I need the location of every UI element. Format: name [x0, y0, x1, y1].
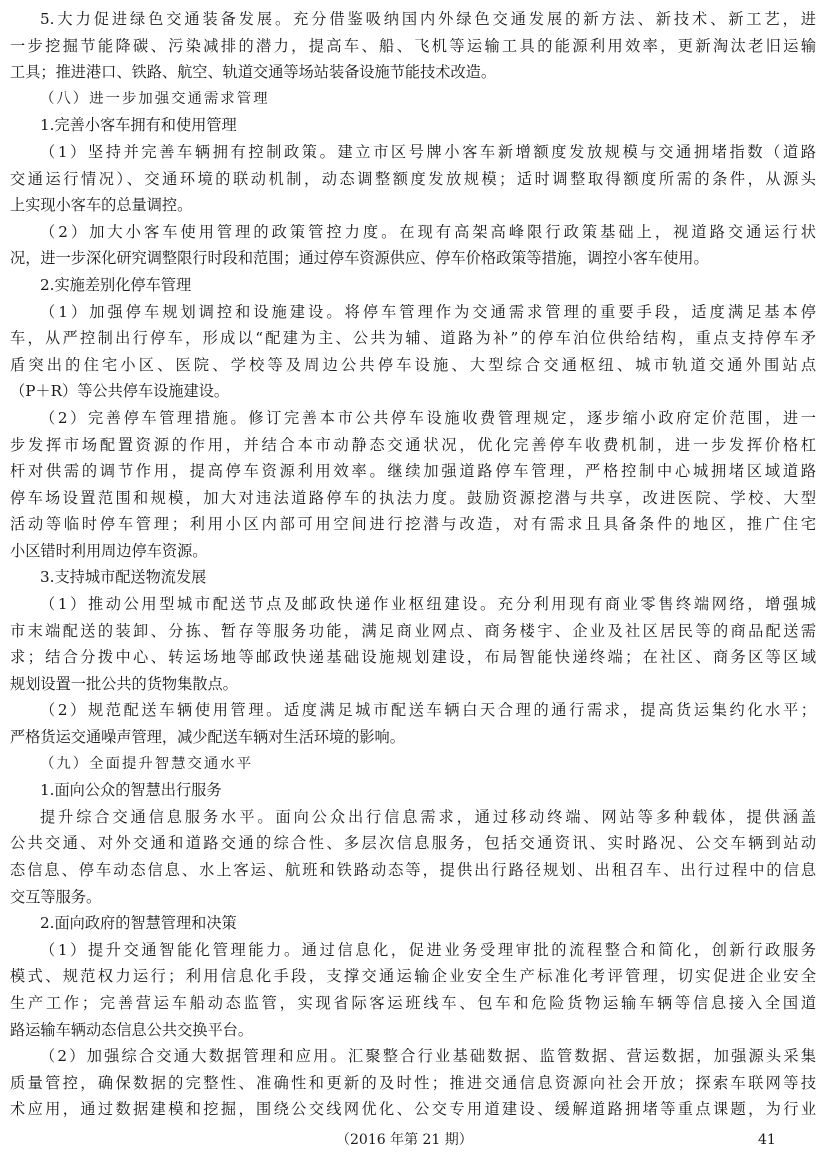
text-line: 3.支持城市配送物流发展	[40, 568, 207, 587]
body-text	[10, 6, 816, 1123]
text-line: 盾突出的住宅小区、医院、学校等及周边公共停车设施、大型综合交通枢纽、城市轨道交通外围站点	[10, 355, 816, 374]
text-line: （1）推动公用型城市配送节点及邮政快递作业枢纽建设。充分利用现有商业零售终端网络，增强城	[40, 595, 816, 614]
text-line: 生产工作；完善营运车船动态监管，实现省际客运班线车、包车和危险货物运输车辆等信息接入全国道	[10, 993, 816, 1012]
text-line: （P＋R）等公共停车设施建设。	[10, 382, 230, 401]
text-line: 交通运行情况）、交通环境的联动机制，动态调整额度发放规模；适时调整取得额度所需的条件，从源头	[10, 169, 816, 188]
text-line: 质量管控，确保数据的完整性、准确性和更新的及时性；推进交通信息资源向社会开放；探索车联网等技	[10, 1073, 816, 1092]
section-heading: （八）进一步加强交通需求管理	[40, 90, 270, 107]
text-line: （1）坚持并完善车辆拥有控制政策。建立市区号牌小客车新增额度发放规模与交通拥堵指数（道路	[40, 142, 816, 161]
text-line: 2.实施差别化停车管理	[40, 275, 192, 294]
text-line: （1）提升交通智能化管理能力。通过信息化，促进业务受理审批的流程整合和简化，创新行政服务	[40, 940, 816, 959]
text-line: 交互等服务。	[10, 887, 102, 906]
text-line: 况，进一步深化研究调整限行时段和范围；通过停车资源供应、停车价格政策等措施，调控小客车使用。	[10, 249, 709, 268]
text-line: 规划设置一批公共的货物集散点。	[10, 674, 238, 693]
text-line: 上实现小客车的总量调控。	[10, 196, 193, 215]
text-line: 杆对供需的调节作用，提高停车资源利用效率。继续加强道路停车管理，严格控制中心城拥堵区域道路	[10, 462, 816, 481]
text-line: （2）规范配送车辆使用管理。适度满足城市配送车辆白天合理的通行需求，提高货运集约化水平；	[40, 701, 816, 720]
text-line: 路运输车辆动态信息公共交换平台。	[10, 1020, 253, 1039]
text-line: 1.面向公众的智慧出行服务	[40, 781, 222, 800]
text-line: 小区错时利用周边停车资源。	[10, 541, 208, 560]
text-line: 工具；推进港口、铁路、航空、轨道交通等场站装备设施节能技术改造。	[10, 63, 496, 82]
text-line: （2）完善停车管理措施。修订完善本市公共停车设施收费管理规定，逐步缩小政府定价范围，进一	[40, 408, 816, 427]
text-line: 车，从严控制出行停车，形成以“配建为主、公共为辅、道路为补”的停车泊位供给结构，重点支持停车矛	[10, 329, 816, 348]
text-line: （1）加强停车规划调控和设施建设。将停车管理作为交通需求管理的重要手段，适度满足基本停	[40, 302, 816, 321]
text-line: 停车场设置范围和规模，加大对违法道路停车的执法力度。鼓励资源挖潜与共享，改进医院、学校、大型	[10, 488, 816, 507]
text-line: （2）加强综合交通大数据管理和应用。汇聚整合行业基础数据、监管数据、营运数据，加强源头采集	[40, 1047, 816, 1066]
text-line: 一步挖掘节能降碳、污染减排的潜力，提高车、船、飞机等运输工具的能源利用效率，更新淘汰老旧运输	[10, 36, 816, 55]
page-footer	[0, 1128, 827, 1152]
text-line: 提升综合交通信息服务水平。面向公众出行信息需求，通过移动终端、网站等多种载体，提供涵盖	[40, 807, 816, 826]
text-line: 求；结合分拨中心、转运场地等邮政快递基础设施规划建设，布局智能快递终端；在社区、商务区等区域	[10, 648, 816, 667]
text-line: 步发挥市场配置资源的作用，并结合本市动静态交通状况，优化完善停车收费机制，进一步发挥价格杠	[10, 435, 816, 454]
text-line: 严格货运交通噪声管理，减少配送车辆对生活环境的影响。	[10, 728, 405, 747]
text-line: 5.大力促进绿色交通装备发展。充分借鉴吸纳国内外绿色交通发展的新方法、新技术、新工艺，进	[40, 10, 816, 28]
text-line: 2.面向政府的智慧管理和决策	[40, 914, 237, 933]
text-line: 活动等临时停车管理；利用小区内部可用空间进行挖潜与改造，对有需求且具备条件的地区，推广住宅	[10, 515, 816, 534]
text-line: 术应用，通过数据建模和挖掘，围绕公交线网优化、公交专用道建设、缓解道路拥堵等重点课题，为行业	[10, 1100, 816, 1119]
text-line: （2）加大小客车使用管理的政策管控力度。在现有高架高峰限行政策基础上，视道路交通运行状	[40, 222, 816, 241]
text-line: 1.完善小客车拥有和使用管理	[40, 116, 237, 135]
text-line: 模式、规范权力运行；利用信息化手段，支撑交通运输企业安全生产标准化考评管理，切实促进企业安全	[10, 967, 816, 986]
text-line: 市末端配送的装卸、分拣、暂存等服务功能，满足商业网点、商务楼宇、企业及社区居民等的商品配送需	[10, 621, 816, 640]
text-line: 态信息、停车动态信息、水上客运、航班和铁路动态等，提供出行路径规划、出租召车、出行过程中的信息	[10, 861, 816, 879]
page-number: 41	[758, 1132, 776, 1148]
section-heading: （九）全面提升智慧交通水平	[40, 755, 254, 772]
issue-label: （2016 年第 21 期）	[336, 1132, 473, 1148]
text-line: 公共交通、对外交通和道路交通的综合性、多层次信息服务，包括交通资讯、实时路况、公交车辆到站动	[10, 834, 816, 853]
